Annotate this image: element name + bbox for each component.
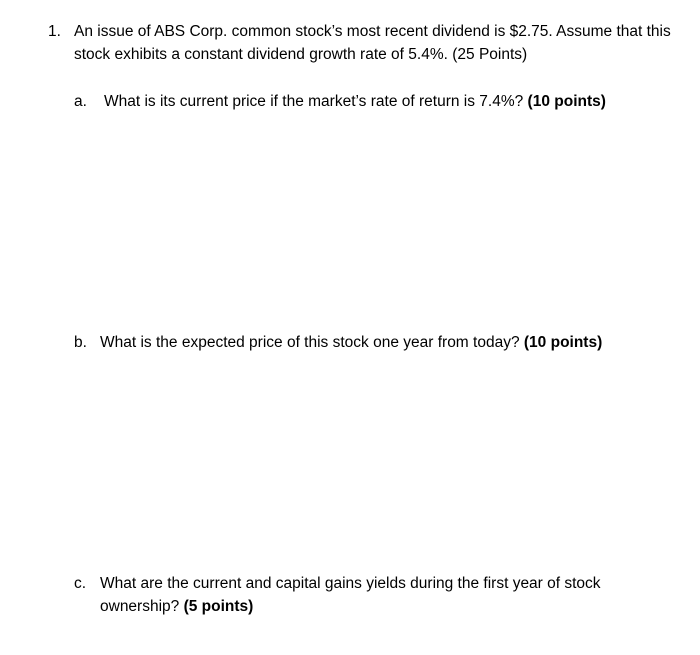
question-number: 1.	[48, 23, 61, 40]
part-c-points: (5 points)	[183, 598, 254, 615]
part-a-letter: a.	[74, 93, 87, 110]
part-c	[74, 572, 634, 618]
part-b-text-block	[100, 331, 674, 354]
part-b	[74, 331, 674, 354]
part-c-text: What are the current and capital gains yields during the first year of stock ownership?	[100, 575, 601, 615]
part-b-points: (10 points)	[523, 334, 603, 351]
part-a	[74, 90, 674, 113]
part-b-letter: b.	[74, 334, 87, 351]
part-a-text: What is its current price if the market’s rate of return is 7.4%?	[104, 93, 524, 110]
part-b-text: What is the expected price of this stock one year from today?	[100, 334, 520, 351]
part-a-points: (10 points)	[527, 93, 606, 110]
part-a-text-block	[104, 90, 674, 113]
part-c-letter: c.	[74, 575, 87, 592]
question-text: An issue of ABS Corp. common stock’s most recent dividend is $2.75. Assume that this stock exhibits a constant dividend growth rate of 5.4%. (25 Points)	[74, 23, 671, 63]
question-1	[48, 20, 688, 66]
part-c-text-block	[100, 572, 634, 618]
